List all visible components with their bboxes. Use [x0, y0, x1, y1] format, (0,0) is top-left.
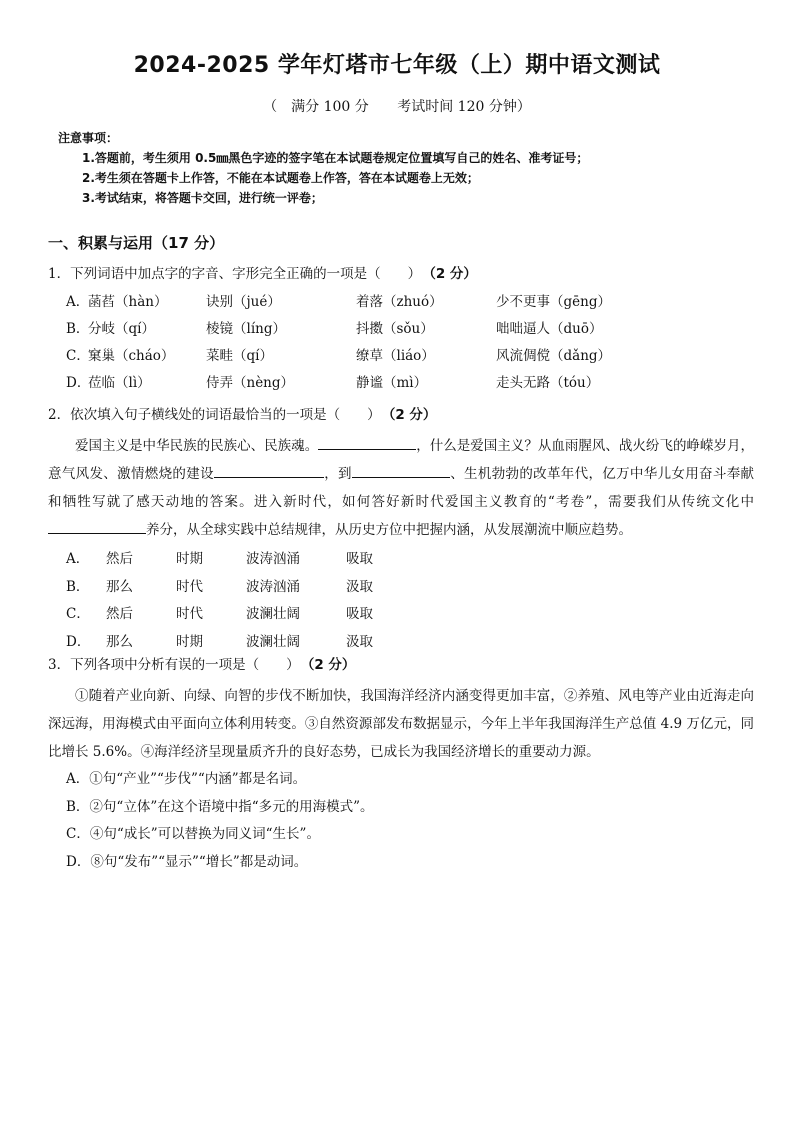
question-stem: 2．依次填入句子横线处的词语最恰当的一项是（ ）: [48, 407, 381, 423]
notice-item: 3.考试结束，将答题卡交回，进行统一评卷；: [82, 191, 323, 205]
question-2: [48, 404, 754, 656]
option-row-b: B． 那么 时代 波涛汹涌 汲取: [66, 578, 373, 595]
question-points: （2 分）: [429, 266, 477, 282]
option-d: D．⑧句“发布”“显示”“增长”都是动词。: [66, 853, 308, 870]
option-a: A．①句“产业”“步伐”“内涵”都是名词。: [66, 771, 307, 787]
option-row-c: C． 然后 时代 波澜壮阔 吸取: [66, 606, 373, 622]
fill-blank: [318, 435, 416, 450]
fill-blank: [352, 463, 450, 478]
question-passage: ①随着产业向新、向绿、向智的步伐不断加快，我国海洋经济内涵变得更加丰富，②养殖、风电等产业由近海走向深远海，用海模式由平面向立体利用转变。③自然资源部发布数据显示，今年上半年我国海洋生产总值 4.9 万亿元，同比增长 5.6%。④海洋经济呈现量质齐升的良好态势，已成长为我国经济增长的重要动力源。: [48, 688, 754, 760]
option-row-a: A． 菡萏（hàn） 诀别（jué） 着落（zhuó） 少不更事（gēng）: [66, 294, 611, 310]
question-1: [48, 263, 754, 397]
option-row-b: B． 分岐（qí） 棱镜（líng） 抖擞（sǒu） 咄咄逼人（duō）: [66, 321, 603, 337]
question-stem: 3．下列各项中分析有误的一项是（ ）: [48, 657, 300, 673]
option-row-d: D． 那么 时期 波澜壮阔 汲取: [66, 633, 373, 650]
notice-block: [58, 128, 588, 208]
notice-item: 2.考生须在答题卡上作答，不能在本试题卷上作答，答在本试题卷上无效；: [82, 171, 479, 185]
option-row-c: C． 窠巢（cháo） 菜畦（qí） 缭草（liáo） 风流倜傥（dǎng）: [66, 348, 612, 364]
option-c: C．④句“成长”可以替换为同义词“生长”。: [66, 826, 320, 842]
question-points: （2 分）: [388, 407, 437, 423]
question-passage: 爱国主义是中华民族的民族心、民族魂。 ，什么是爱国主义？从血雨腥风、战火纷飞的峥嵘岁月，意气风发、激情燃烧的建设 ，到 、生机勃勃的改革年代，亿万中华儿女用奋斗奉献和牺牲写就了感天动地的答案。进入新时代，如何答好新时代爱国主义教育的“考卷”，需要我们从传统文化中养分，从全球实践中总结规律，从历史方位中把握内涵，从发展潮流中顺应趋势。: [48, 432, 754, 544]
fill-blank: [214, 463, 324, 478]
notice-item: 1.答题前，考生须用 0.5㎜黑色字迹的签字笔在本试题卷规定位置填写自己的姓名、准考证号；: [82, 151, 589, 165]
option-row-d: D． 莅临（lì） 侍弄（nèng） 静谧（mì） 走头无路（tóu）: [66, 375, 600, 391]
fill-blank: [48, 519, 146, 534]
full-score: （ 满分 100 分: [263, 99, 369, 115]
question-3: [48, 654, 754, 876]
question-points: （2 分）: [307, 657, 356, 673]
notice-heading: 注意事项：: [58, 131, 119, 145]
question-stem: 1．下列词语中加点字的字音、字形完全正确的一项是（ ）: [48, 266, 422, 282]
option-b: B．②句“立体”在这个语境中指“多元的用海模式”。: [66, 798, 374, 815]
exam-info: [0, 96, 794, 116]
section-heading: 一、积累与运用（17 分）: [48, 234, 225, 252]
exam-time: 考试时间 120 分钟）: [397, 99, 531, 115]
option-row-a: A． 然后 时期 波涛汹涌 吸取: [66, 551, 373, 567]
page-title: 2024-2025 学年灯塔市七年级（上）期中语文测试: [133, 53, 661, 78]
